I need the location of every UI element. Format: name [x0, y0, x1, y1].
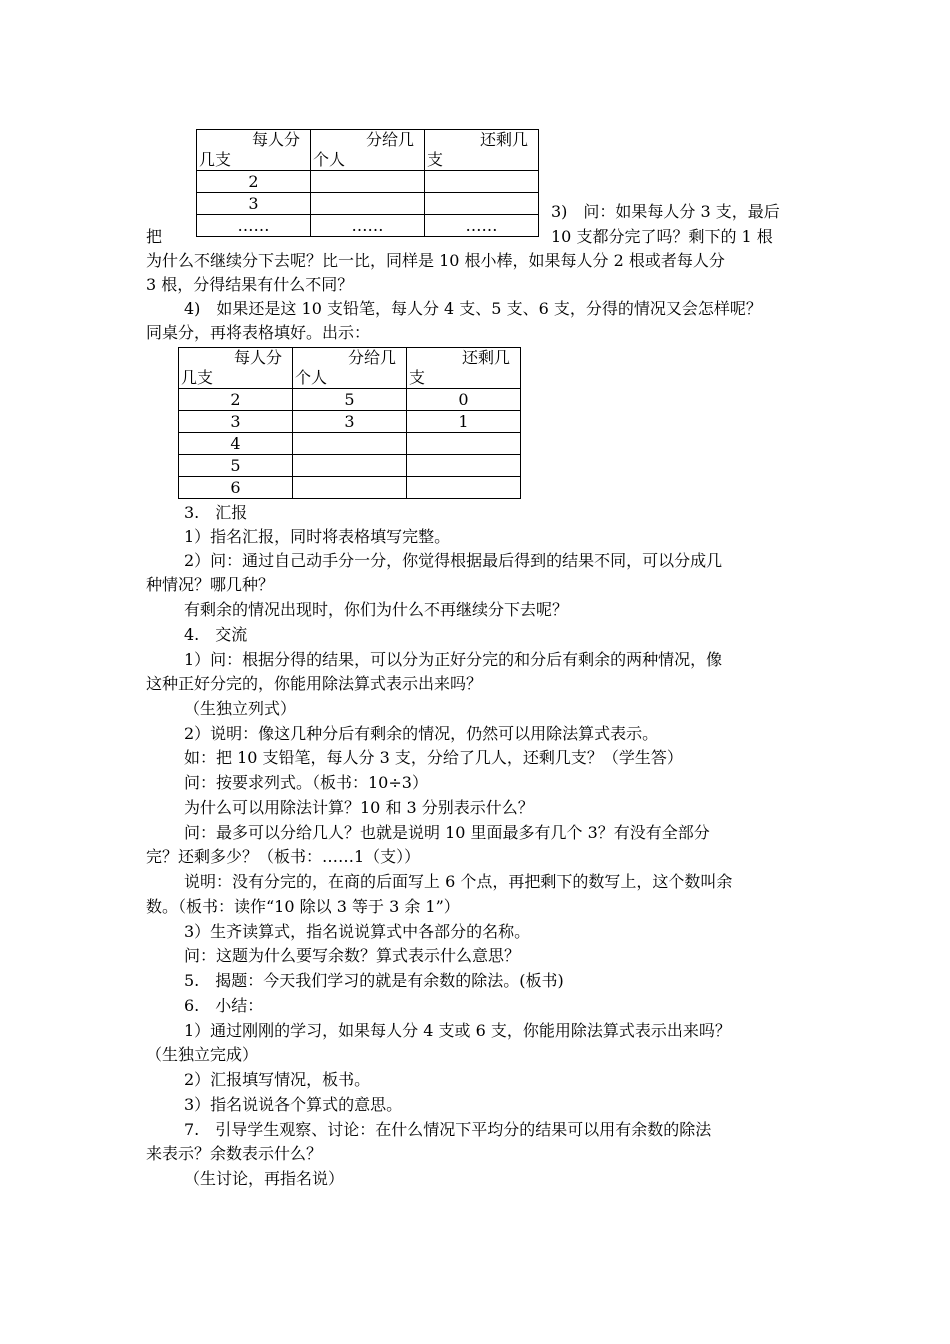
text-line: 说明：没有分完的，在商的后面写上 6 个点，再把剩下的数写上，这个数叫余 [184, 872, 733, 891]
text-line: 2）汇报填写情况，板书。 [184, 1070, 371, 1089]
text-line: 1）指名汇报，同时将表格填写完整。 [184, 527, 451, 546]
text-line: 3）生齐读算式，指名说说算式中各部分的名称。 [184, 922, 531, 941]
text-line: 3) 问：如果每人分 3 支，最后 [551, 202, 780, 221]
text-line: 种情况？哪几种？ [146, 575, 275, 594]
text-line: 3 根，分得结果有什么不同？ [146, 275, 354, 294]
table-cell: …… [425, 215, 539, 237]
text-line: 把 [146, 227, 163, 246]
table-cell: 5 [293, 389, 407, 411]
table-cell [293, 477, 407, 499]
text-line: 问：按要求列式。（板书：10÷3） [184, 773, 428, 792]
section-heading: 7. 引导学生观察、讨论：在什么情况下平均分的结果可以用有余数的除法 [184, 1120, 712, 1139]
table-header-row [179, 348, 521, 389]
table-cell [425, 171, 539, 193]
text-line: 为什么可以用除法计算？10 和 3 分别表示什么？ [184, 798, 534, 817]
table-cell [407, 433, 521, 455]
text-line: 2）问：通过自己动手分一分，你觉得根据最后得到的结果不同，可以分成几 [184, 551, 723, 570]
header-cell: 还剩几 支 [407, 348, 521, 389]
header-cell: 分给几 个人 [311, 130, 425, 171]
table-cell [425, 193, 539, 215]
text-line: 完？还剩多少？（板书：……1（支）） [146, 847, 421, 866]
text-line: 有剩余的情况出现时，你们为什么不再继续分下去呢？ [184, 600, 569, 619]
table-row [179, 389, 521, 411]
text-line: （生讨论，再指名说） [184, 1169, 345, 1188]
table-cell: 5 [179, 455, 293, 477]
text-line: 数。（板书：读作“10 除以 3 等于 3 余 1”） [146, 897, 460, 916]
table-row [197, 215, 539, 237]
text-line: 10 支都分完了吗？剩下的 1 根 [551, 227, 773, 246]
text-line: 问：最多可以分给几人？也就是说明 10 里面最多有几个 3？有没有全部分 [184, 823, 710, 842]
text-line: 1）通过刚刚的学习，如果每人分 4 支或 6 支，你能用除法算式表示出来吗？ [184, 1021, 731, 1040]
table-row [197, 171, 539, 193]
table-cell: 1 [407, 411, 521, 433]
table-cell [293, 433, 407, 455]
header-cell: 还剩几 支 [425, 130, 539, 171]
text-line: 来表示？余数表示什么？ [146, 1144, 323, 1163]
header-cell: 每人分 几支 [197, 130, 311, 171]
table-cell: …… [197, 215, 311, 237]
text-line: 1）问：根据分得的结果，可以分为正好分完的和分后有剩余的两种情况，像 [184, 650, 723, 669]
header-cell: 分给几 个人 [293, 348, 407, 389]
distribution-table-2 [178, 347, 521, 499]
table-cell: 3 [179, 411, 293, 433]
text-line: 为什么不继续分下去呢？比一比，同样是 10 根小棒，如果每人分 2 根或者每人分 [146, 251, 725, 270]
text-line: 2）说明：像这几种分后有剩余的情况，仍然可以用除法算式表示。 [184, 724, 659, 743]
table-header-row [197, 130, 539, 171]
table-cell: 6 [179, 477, 293, 499]
section-heading: 5. 揭题：今天我们学习的就是有余数的除法。(板书) [184, 971, 564, 990]
table-cell: 0 [407, 389, 521, 411]
table-row [179, 433, 521, 455]
text-line: 同桌分，再将表格填好。出示： [146, 323, 371, 342]
table-row [179, 477, 521, 499]
table-cell: 3 [293, 411, 407, 433]
table-cell: 4 [179, 433, 293, 455]
table-cell: 2 [179, 389, 293, 411]
table-cell [293, 455, 407, 477]
text-line: （生独立列式） [184, 699, 297, 718]
table-row [197, 193, 539, 215]
text-line: 如：把 10 支铅笔，每人分 3 支，分给了几人，还剩几支？（学生答） [184, 748, 683, 767]
header-cell: 每人分 几支 [179, 348, 293, 389]
section-heading: 6. 小结： [184, 996, 264, 1015]
table-cell [407, 477, 521, 499]
text-line: 问：这题为什么要写余数？算式表示什么意思？ [184, 946, 521, 965]
table-cell: 3 [197, 193, 311, 215]
text-line: 这种正好分完的，你能用除法算式表示出来吗？ [146, 674, 483, 693]
text-line: （生独立完成） [146, 1045, 259, 1064]
table-cell: …… [311, 215, 425, 237]
text-line: 4) 如果还是这 10 支铅笔，每人分 4 支、5 支、6 支，分得的情况又会怎样呢？ [184, 299, 762, 318]
table-row [179, 455, 521, 477]
table-cell [311, 193, 425, 215]
section-heading: 3. 汇报 [184, 503, 248, 522]
table-cell [311, 171, 425, 193]
distribution-table-1 [196, 129, 539, 237]
table-cell [407, 455, 521, 477]
table-row [179, 411, 521, 433]
section-heading: 4. 交流 [184, 625, 248, 644]
text-line: 3）指名说说各个算式的意思。 [184, 1095, 403, 1114]
table-cell: 2 [197, 171, 311, 193]
